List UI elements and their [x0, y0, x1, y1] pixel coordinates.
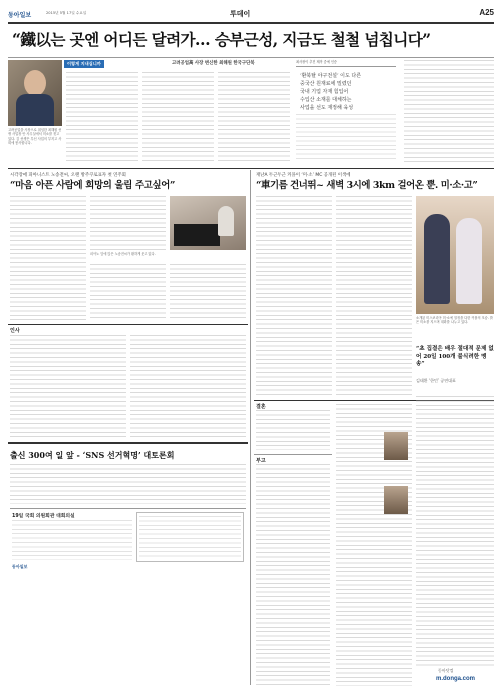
- left-kicker: 시각장애 피아니스트 노송전씨, 오랜 방주쿠로표자 첫 연주회: [10, 173, 126, 178]
- event-body: [10, 464, 246, 504]
- event-table-lines: [139, 516, 241, 560]
- people-label: 인사: [10, 328, 20, 334]
- right-lower-col-3: [416, 396, 494, 666]
- right-body-col-2: [336, 196, 412, 396]
- wedding-body: [256, 410, 330, 450]
- side-kicker: 김태환 ‘한민’ 공연대표: [416, 378, 456, 383]
- left-headline: “마음 아픈 사람에 희망의 울림 주고싶어”: [10, 180, 176, 191]
- kicker-badge: 이렇게 지내십니까: [64, 60, 104, 68]
- event-title: 출신 300여 일 앞 - ‘SNS 선거혁명’ 대토론회: [10, 450, 175, 460]
- top-body-col-2: [142, 72, 214, 164]
- people-col-2: [130, 335, 246, 439]
- people-col-1: [10, 335, 126, 439]
- couple-caption: 소개된 미스코리아 미·소에 열정을 다한 커플의 모습. 밝은 미소를 지으며 대화를 나누고 있다.: [416, 316, 493, 325]
- event-badge: 동아일보: [12, 564, 28, 569]
- section-divider-1: [8, 168, 494, 169]
- piano-shape: [174, 224, 220, 246]
- footer-site-link[interactable]: m.donga.com: [436, 676, 476, 682]
- pianist-caption: 피아노 앞에 앉은 노송전씨가 환하게 웃고 있다.: [90, 252, 156, 256]
- man-figure: [424, 214, 450, 304]
- pullquote-line-4: 수입산 소재를 대체하는: [300, 97, 352, 103]
- event-schedule: [12, 520, 132, 560]
- masthead: [8, 6, 494, 22]
- pullquote-rule: [296, 66, 396, 67]
- pullquote-label: 최사장이 추진 제작 중에 인증: [296, 60, 338, 64]
- side-headline: “초 집결은 배우 절대적 문제 없어 20일 100개 불식려한 맹송”: [416, 346, 494, 368]
- pianist-photo: [170, 196, 246, 250]
- top-body-col-3: [218, 72, 290, 164]
- top-headline: “鐵以는 곳엔 어디든 달려가… 승부근성, 지금도 철철 넘칩니다”: [12, 30, 431, 49]
- top-body-col-4: [404, 60, 494, 164]
- headline-divider: [8, 57, 494, 58]
- person-body: [16, 94, 54, 126]
- people-divider: [8, 324, 248, 325]
- pullquote-line-5: 사업을 선도 재정해 육성: [300, 105, 354, 111]
- obituary-body: [256, 464, 330, 686]
- pullquote-body: [296, 114, 396, 162]
- woman-figure: [456, 218, 482, 304]
- interview-photo: [8, 60, 62, 126]
- left-body-col-3: [90, 264, 166, 320]
- right-kicker: 재난A 두근두근 커플이 ‘미·소’ MC 공개된 이색에: [256, 173, 351, 178]
- left-body-col-2: [90, 196, 166, 250]
- couple-photo: [416, 196, 494, 314]
- event-box: [8, 446, 248, 686]
- right-body-col-1: [256, 196, 332, 396]
- left-body-col-4: [170, 264, 246, 320]
- column-divider: [250, 170, 251, 685]
- pullquote-line-2: 중국산 원재료에 밀렸던: [300, 81, 352, 87]
- pullquote-line-3: 국내 기업 자재 힘입어: [300, 89, 349, 95]
- kicker-sub: 고려공업高 사장 변신한 최해원 한국구단북: [172, 61, 255, 66]
- pullquote-box: [294, 60, 400, 164]
- event-subrule: [10, 508, 246, 509]
- right-headline: “車기름 건너뛰~ 새벽 3시에 3km 걸어온 뿐. 미·소·고”: [256, 180, 478, 191]
- top-body-col-1: [66, 72, 138, 164]
- obituary-label: 부고: [256, 458, 266, 464]
- pianist-figure: [218, 206, 234, 236]
- event-schedule-title: 19일 국회 의원회관 대회의실: [12, 514, 75, 519]
- portrait-1: [384, 432, 408, 460]
- issue-date: 2015년 5월 17일 수요일: [46, 11, 87, 15]
- person-face: [24, 70, 46, 96]
- page-number: A25: [479, 8, 494, 17]
- pullquote-line-1: ‘환북탈 야구전설’ 이도 다른: [300, 73, 362, 79]
- footer-note: 동아닷컴: [438, 668, 454, 673]
- masthead-rule: [8, 22, 494, 24]
- event-divider: [8, 442, 248, 444]
- portrait-2: [384, 486, 408, 514]
- paper-name: 동아일보: [8, 12, 32, 19]
- wedding-label: 결혼: [256, 404, 266, 410]
- section-title: 투데이: [230, 9, 251, 18]
- obit-divider: [254, 454, 332, 455]
- interview-caption: 고려공업을 사장으로 취임한 최해원 선생 사업장 안 사무실에서 미소를 짓고 있다. 김 선생은 투신 사업의 부지고 사회에 봉사합니다.: [8, 128, 62, 146]
- left-body-col-1: [10, 196, 86, 320]
